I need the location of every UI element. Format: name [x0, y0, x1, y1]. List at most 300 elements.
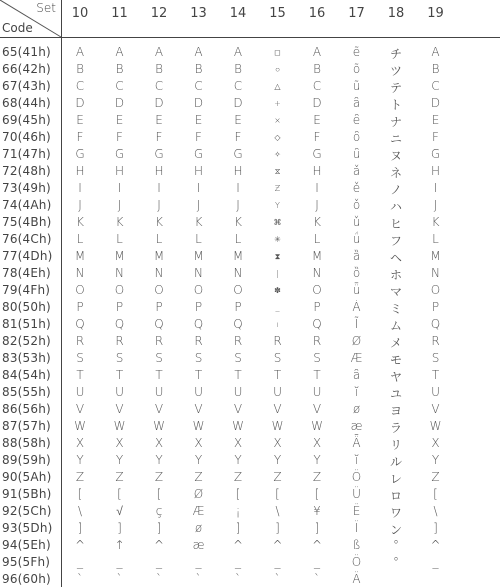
- char-cell: ト: [389, 98, 402, 112]
- column-header: 13: [190, 6, 207, 21]
- char-cell: P: [313, 300, 321, 314]
- char-cell: ^: [232, 538, 244, 552]
- char-cell: W: [74, 419, 86, 433]
- char-cell: G: [233, 147, 243, 161]
- char-cell: [: [117, 487, 122, 501]
- char-cell: I: [315, 181, 319, 195]
- char-cell: B: [194, 62, 203, 76]
- char-cell: [: [235, 487, 241, 501]
- char-cell: L: [116, 232, 123, 246]
- char-cell: Z: [115, 470, 124, 484]
- char-cell: [: [156, 487, 162, 501]
- char-cell: Æ: [350, 351, 363, 365]
- char-cell: Ĩ: [354, 317, 359, 331]
- char-cell: ĭ: [354, 453, 359, 467]
- char-cell: F: [76, 130, 84, 144]
- char-cell: C: [233, 79, 243, 93]
- char-cell: I: [433, 181, 438, 195]
- char-cell: Q: [312, 317, 322, 331]
- char-cell: K: [155, 215, 163, 229]
- char-cell: N: [194, 266, 203, 280]
- char-cell: M: [114, 249, 125, 263]
- char-cell: `: [195, 572, 202, 586]
- row-code-label: 96(60h): [2, 572, 51, 586]
- row-code-label: 77(4Dh): [2, 249, 53, 263]
- char-cell: F: [234, 130, 242, 144]
- char-cell: U: [75, 385, 85, 399]
- char-cell: V: [431, 402, 440, 416]
- char-cell: A: [194, 45, 203, 59]
- char-cell: B: [155, 62, 163, 76]
- char-cell: V: [75, 402, 85, 416]
- char-cell: Y: [313, 453, 321, 467]
- char-cell: T: [115, 368, 124, 382]
- char-cell: R: [194, 334, 203, 348]
- char-cell: C: [154, 79, 164, 93]
- char-cell: H: [193, 164, 204, 178]
- char-cell: R: [233, 334, 243, 348]
- char-cell: M: [193, 249, 204, 263]
- char-cell: J: [78, 198, 82, 212]
- char-cell: ^: [153, 538, 165, 552]
- char-cell: õ: [352, 62, 361, 76]
- char-cell: ヒ: [389, 217, 402, 231]
- char-cell: K: [76, 215, 84, 229]
- char-cell: R: [312, 334, 322, 348]
- char-cell: W: [192, 419, 205, 433]
- char-cell: T: [155, 368, 163, 382]
- char-cell: ロ: [389, 489, 402, 503]
- char-cell: X: [194, 436, 203, 450]
- char-cell: _: [274, 555, 281, 569]
- char-cell: B: [234, 62, 242, 76]
- char-cell: ]: [117, 521, 122, 535]
- char-cell: P: [234, 300, 242, 314]
- char-cell: \: [275, 504, 280, 518]
- char-cell: J: [236, 198, 240, 212]
- char-cell: E: [431, 113, 440, 127]
- char-cell: U: [154, 385, 164, 399]
- char-cell: O: [193, 283, 204, 297]
- char-cell: フ: [389, 234, 402, 248]
- char-cell: ǎ: [352, 164, 361, 178]
- row-code-label: 90(5Ah): [2, 470, 52, 484]
- char-cell: O: [154, 283, 164, 297]
- char-cell: ヌ: [389, 149, 402, 163]
- char-cell: ø: [352, 402, 361, 416]
- char-cell: X: [154, 436, 164, 450]
- char-cell: ȁ: [352, 249, 361, 263]
- row-code-label: 67(43h): [2, 79, 51, 93]
- char-cell: ツ: [389, 64, 402, 78]
- char-cell: G: [430, 147, 441, 161]
- char-cell: O: [75, 283, 85, 297]
- char-cell: X: [115, 436, 124, 450]
- column-header: 18: [387, 6, 405, 21]
- char-cell: G: [312, 147, 322, 161]
- char-cell: ✧: [274, 150, 281, 159]
- row-code-label: 84(54h): [2, 368, 51, 382]
- column-header: 15: [269, 6, 286, 21]
- char-cell: F: [313, 130, 321, 144]
- char-cell: L: [155, 232, 163, 246]
- char-cell: Z: [233, 470, 243, 484]
- char-cell: T: [431, 368, 440, 382]
- char-cell: Z: [312, 470, 322, 484]
- char-cell: H: [75, 164, 85, 178]
- char-cell: Q: [430, 317, 441, 331]
- char-cell: ネ: [389, 166, 402, 180]
- char-cell: Z: [431, 470, 440, 484]
- char-cell: ✳: [274, 235, 281, 244]
- char-cell: R: [154, 334, 164, 348]
- char-cell: J: [117, 198, 122, 212]
- char-cell: V: [194, 402, 203, 416]
- char-cell: Z: [75, 470, 85, 484]
- column-header: 14: [229, 6, 247, 21]
- char-cell: Q: [233, 317, 243, 331]
- char-cell: +: [274, 99, 281, 108]
- char-cell: A: [75, 45, 85, 59]
- char-cell: R: [115, 334, 124, 348]
- char-cell: ホ: [389, 268, 402, 282]
- column-header: 17: [348, 6, 365, 21]
- char-cell: W: [232, 419, 244, 433]
- char-cell: D: [233, 96, 243, 110]
- char-cell: M: [74, 249, 86, 263]
- char-cell: `: [156, 572, 162, 586]
- char-cell: ]: [275, 521, 280, 535]
- char-cell: \: [433, 504, 438, 518]
- char-cell: N: [431, 266, 440, 280]
- char-cell: Y: [275, 201, 280, 210]
- char-cell: ラ: [389, 421, 402, 435]
- char-cell: I: [196, 181, 201, 195]
- char-cell: ミ: [389, 302, 402, 316]
- char-cell: V: [312, 402, 322, 416]
- row-code-label: 85(55h): [2, 385, 51, 399]
- char-cell: U: [115, 385, 124, 399]
- char-cell: L: [432, 232, 439, 246]
- column-header: 12: [150, 6, 168, 21]
- char-cell: Ä: [352, 572, 361, 586]
- char-cell: ǖ: [352, 283, 361, 297]
- char-cell: Ø: [351, 334, 362, 348]
- char-cell: S: [431, 351, 440, 365]
- row-code-label: 70(46h): [2, 130, 51, 144]
- char-cell: R: [273, 334, 282, 348]
- row-code-label: 94(5Eh): [2, 538, 51, 552]
- char-cell: K: [431, 215, 440, 229]
- char-cell: `: [235, 572, 241, 586]
- horizontal-divider: [0, 37, 500, 38]
- char-cell: ě: [352, 181, 361, 195]
- char-cell: M: [311, 249, 323, 263]
- char-cell: ヤ: [389, 370, 402, 384]
- row-code-label: 89(59h): [2, 453, 51, 467]
- row-code-label: 93(5Dh): [2, 521, 53, 535]
- char-cell: S: [313, 351, 321, 365]
- char-cell: _: [275, 303, 280, 312]
- char-cell: Z: [194, 470, 203, 484]
- char-cell: ȃ: [352, 368, 361, 382]
- char-cell: ]: [314, 521, 320, 535]
- char-cell: Ü: [352, 487, 361, 501]
- column-header: 19: [427, 6, 444, 21]
- char-cell: P: [76, 300, 84, 314]
- char-cell: F: [116, 130, 123, 144]
- char-cell: F: [195, 130, 202, 144]
- char-cell: E: [194, 113, 203, 127]
- char-cell: P: [194, 300, 203, 314]
- char-cell: ニ: [389, 132, 402, 146]
- char-cell: T: [313, 368, 321, 382]
- char-cell: W: [311, 419, 323, 433]
- char-cell: ũ: [352, 79, 361, 93]
- char-cell: N: [233, 266, 243, 280]
- char-cell: Y: [155, 453, 163, 467]
- char-cell: ◇: [274, 133, 281, 142]
- char-cell: ]: [77, 521, 83, 535]
- char-cell: M: [232, 249, 244, 263]
- char-cell: _: [116, 555, 123, 569]
- char-cell: Y: [194, 453, 203, 467]
- char-cell: O: [233, 283, 243, 297]
- char-cell: マ: [389, 285, 402, 299]
- char-cell: ⧖: [274, 167, 281, 176]
- column-header: 16: [308, 6, 326, 21]
- char-cell: I: [157, 181, 161, 195]
- char-cell: Q: [114, 317, 125, 331]
- row-code-label: 92(5Ch): [2, 504, 52, 518]
- char-cell: K: [194, 215, 203, 229]
- char-cell: [: [314, 487, 320, 501]
- row-code-label: 72(48h): [2, 164, 51, 178]
- char-cell: X: [273, 436, 282, 450]
- row-code-label: 69(45h): [2, 113, 51, 127]
- char-cell: A: [233, 45, 243, 59]
- char-cell: ]: [156, 521, 162, 535]
- char-cell: S: [273, 351, 282, 365]
- char-cell: C: [115, 79, 124, 93]
- char-cell: X: [75, 436, 85, 450]
- char-cell: リ: [389, 438, 402, 452]
- row-code-label: 71(47h): [2, 147, 51, 161]
- char-cell: W: [429, 419, 442, 433]
- char-cell: O: [114, 283, 125, 297]
- char-cell: I: [78, 181, 82, 195]
- char-cell: S: [76, 351, 84, 365]
- char-cell: E: [234, 113, 242, 127]
- row-code-label: 88(58h): [2, 436, 51, 450]
- char-cell: K: [313, 215, 321, 229]
- char-cell: ç: [155, 504, 163, 518]
- code-label: Code: [2, 21, 33, 35]
- char-cell: S: [234, 351, 242, 365]
- char-cell: ン: [389, 523, 402, 537]
- char-cell: `: [314, 572, 320, 586]
- char-cell: °: [393, 538, 399, 552]
- char-cell: G: [114, 147, 125, 161]
- char-cell: M: [430, 249, 441, 263]
- char-cell: C: [431, 79, 440, 93]
- char-cell: ȃ: [352, 96, 361, 110]
- char-cell: ユ: [389, 387, 402, 401]
- char-cell: D: [312, 96, 322, 110]
- char-cell: ¡: [235, 504, 241, 518]
- char-cell: ○: [275, 65, 280, 74]
- char-cell: ↑: [114, 538, 125, 552]
- char-cell: E: [313, 113, 321, 127]
- char-cell: B: [313, 62, 321, 76]
- char-cell: \: [77, 504, 83, 518]
- row-code-label: 76(4Ch): [2, 232, 52, 246]
- char-cell: A: [115, 45, 124, 59]
- char-cell: H: [312, 164, 322, 178]
- table-corner-header: [0, 0, 60, 37]
- row-code-label: 83(53h): [2, 351, 51, 365]
- char-cell: S: [115, 351, 124, 365]
- char-cell: O: [312, 283, 322, 297]
- char-cell: C: [75, 79, 85, 93]
- char-cell: Y: [234, 453, 242, 467]
- char-cell: F: [155, 130, 163, 144]
- char-cell: N: [75, 266, 85, 280]
- row-code-label: 73(49h): [2, 181, 51, 195]
- char-cell: U: [312, 385, 322, 399]
- char-cell: Q: [75, 317, 85, 331]
- row-code-label: 87(57h): [2, 419, 51, 433]
- char-cell: ¥: [313, 504, 321, 518]
- row-code-label: 82(52h): [2, 334, 51, 348]
- row-code-label: 78(4Eh): [2, 266, 51, 280]
- row-code-label: 66(42h): [2, 62, 51, 76]
- char-cell: Ö: [351, 470, 362, 484]
- char-cell: E: [155, 113, 163, 127]
- char-cell: S: [194, 351, 203, 365]
- char-cell: Y: [431, 453, 440, 467]
- char-cell: A: [154, 45, 164, 59]
- char-cell: V: [154, 402, 164, 416]
- char-cell: ム: [389, 319, 402, 333]
- char-cell: _: [432, 555, 439, 569]
- char-cell: ĭ: [354, 385, 359, 399]
- char-cell: B: [76, 62, 84, 76]
- char-cell: ß: [352, 538, 361, 552]
- char-cell: G: [75, 147, 85, 161]
- char-cell: æ: [350, 419, 363, 433]
- char-cell: Ö: [351, 555, 362, 569]
- row-code-label: 79(4Fh): [2, 283, 51, 297]
- char-cell: H: [114, 164, 125, 178]
- char-cell: ✽: [274, 286, 281, 295]
- char-cell: C: [312, 79, 322, 93]
- char-cell: R: [75, 334, 85, 348]
- char-cell: |: [276, 269, 279, 278]
- char-cell: W: [153, 419, 165, 433]
- char-cell: ȗ: [352, 147, 361, 161]
- char-cell: W: [113, 419, 126, 433]
- char-cell: E: [76, 113, 84, 127]
- char-cell: ノ: [389, 183, 402, 197]
- char-cell: H: [430, 164, 441, 178]
- char-cell: P: [115, 300, 124, 314]
- char-cell: `: [274, 572, 281, 586]
- char-cell: ẽ: [352, 45, 361, 59]
- char-cell: _: [77, 555, 83, 569]
- row-code-label: 81(51h): [2, 317, 51, 331]
- char-cell: ǔ: [352, 215, 361, 229]
- char-cell: T: [234, 368, 242, 382]
- char-cell: ⌘: [273, 218, 282, 227]
- char-cell: _: [235, 555, 241, 569]
- char-cell: ]: [235, 521, 241, 535]
- char-cell: `: [116, 572, 123, 586]
- char-cell: D: [154, 96, 164, 110]
- char-cell: V: [115, 402, 124, 416]
- column-header: 11: [111, 6, 128, 21]
- char-cell: U: [273, 385, 282, 399]
- char-cell: D: [193, 96, 204, 110]
- char-cell: D: [114, 96, 125, 110]
- char-cell: [: [433, 487, 438, 501]
- char-cell: ]: [433, 521, 438, 535]
- char-cell: △: [274, 82, 281, 91]
- char-cell: O: [430, 283, 441, 297]
- char-cell: B: [431, 62, 440, 76]
- char-cell: Y: [115, 453, 124, 467]
- char-cell: メ: [389, 336, 402, 350]
- char-cell: ǒ: [352, 198, 361, 212]
- char-cell: Ï: [354, 521, 359, 535]
- char-cell: ル: [389, 455, 402, 469]
- char-cell: C: [194, 79, 203, 93]
- char-cell: ^: [311, 538, 323, 552]
- char-cell: H: [233, 164, 243, 178]
- char-cell: レ: [389, 472, 402, 486]
- char-cell: F: [432, 130, 439, 144]
- column-header: 10: [71, 6, 89, 21]
- char-cell: ȇ: [352, 113, 361, 127]
- char-cell: X: [233, 436, 243, 450]
- row-code-label: 95(5Fh): [2, 555, 51, 569]
- char-cell: V: [233, 402, 243, 416]
- char-cell: Ë: [352, 504, 361, 518]
- char-cell: ^: [272, 538, 283, 552]
- char-cell: N: [312, 266, 322, 280]
- char-cell: M: [153, 249, 165, 263]
- char-cell: D: [430, 96, 441, 110]
- char-cell: ı: [276, 320, 279, 329]
- char-cell: _: [156, 555, 162, 569]
- char-cell: [: [275, 487, 280, 501]
- char-cell: I: [236, 181, 240, 195]
- row-code-label: 91(5Bh): [2, 487, 52, 501]
- row-code-label: 74(4Ah): [2, 198, 52, 212]
- char-cell: T: [76, 368, 84, 382]
- char-cell: L: [195, 232, 202, 246]
- row-code-label: 75(4Bh): [2, 215, 52, 229]
- char-cell: √: [116, 504, 123, 518]
- char-cell: ヨ: [389, 404, 402, 418]
- char-cell: D: [75, 96, 85, 110]
- char-cell: J: [196, 198, 201, 212]
- char-cell: Ǟ: [352, 436, 361, 450]
- char-cell: J: [157, 198, 161, 212]
- char-cell: ヘ: [389, 251, 402, 265]
- char-cell: ȍ: [352, 266, 361, 280]
- char-cell: L: [313, 232, 321, 246]
